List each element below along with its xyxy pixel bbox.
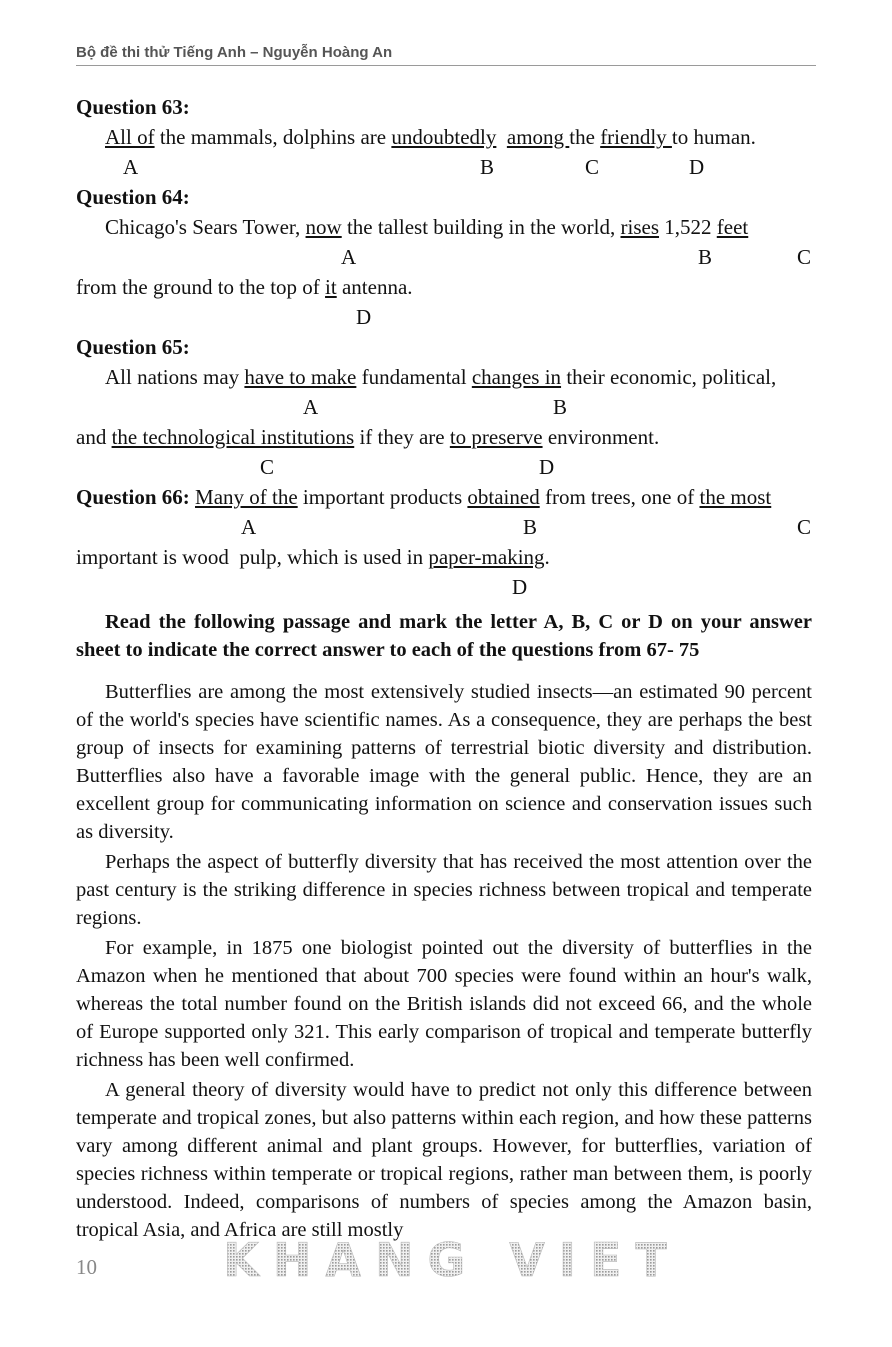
question-66-letters-2: [76, 572, 812, 602]
question-65-sentence: [76, 362, 812, 392]
q66-text: .: [544, 545, 550, 569]
q64-option-a-text: now: [305, 215, 342, 239]
q65-label-d: D: [539, 455, 555, 479]
q63-label-b: B: [480, 155, 495, 179]
q65-option-c-text: the technological institutions: [111, 425, 355, 449]
q64-label-c: C: [797, 245, 812, 269]
q66-label-b: B: [523, 515, 538, 539]
question-63-letters: [76, 152, 812, 182]
q66-option-b-text: obtained: [467, 485, 540, 509]
question-63-sentence: [76, 122, 812, 152]
reading-passage: [76, 678, 812, 1246]
q63-text: the mammals, dolphins are: [154, 125, 392, 149]
reading-instruction: Read the following passage and mark the letter A, B, C or D on your answer sheet to indicate the correct answer to each of the questions from 67- 75: [76, 611, 812, 661]
page-number: 10: [76, 1255, 97, 1279]
passage-paragraph-3: For example, in 1875 one biologist pointed out the diversity of butterflies in the Amazon when he mentioned that about 700 species were found within an hour's walk, whereas the total number found on the British islands did not exceed 66, and the whole of Europe supported only 321. This early comparison of tropical and temperate butterfly richness has been well confirmed.: [76, 937, 812, 1071]
watermark-text: KHANG VIET: [223, 1238, 681, 1282]
passage-paragraph-4: A general theory of diversity would have to predict not only this difference between temperate and tropical zones, but also patterns within each region, and how these patterns vary among different animal and plant groups. However, for butterflies, variation of species richness within temperate or tropical regions, rather man between them, is poorly understood. Indeed, comparisons of numbers of species among the Amazon basin, tropical Asia, and Africa are still mostly: [76, 1079, 812, 1241]
q66-text: from trees, one of: [539, 485, 700, 509]
q64-option-c-text: feet: [716, 215, 749, 239]
q64-text: from the ground to the top of: [76, 275, 326, 299]
questions-section: [76, 92, 812, 602]
question-65-letters-2: [76, 452, 812, 482]
watermark-logo: [122, 1238, 782, 1282]
q65-text: All nations may: [105, 365, 245, 389]
q63-label-d: D: [689, 155, 705, 179]
q64-label-b: B: [698, 245, 713, 269]
q64-text: Chicago's Sears Tower,: [105, 215, 306, 239]
q64-option-d-text: it: [325, 275, 337, 299]
q66-label-d: D: [512, 575, 528, 599]
q66-option-a-text: Many of the: [195, 485, 298, 509]
question-66-heading: Question 66:: [76, 485, 190, 509]
q65-option-d-text: to preserve: [449, 425, 543, 449]
q65-text: and: [76, 425, 112, 449]
question-64-sentence-continued: [76, 272, 812, 302]
q65-label-a: A: [303, 395, 319, 419]
q64-text: 1,522: [659, 215, 717, 239]
q66-option-d-text: paper-making: [428, 545, 545, 569]
q63-option-a-text: All of: [105, 125, 155, 149]
q65-label-c: C: [260, 455, 275, 479]
q65-option-a-text: have to make: [244, 365, 357, 389]
q63-option-d-text: friendly: [600, 125, 672, 149]
q63-text: the: [569, 125, 601, 149]
q66-text: important is wood pulp, which is used in: [76, 545, 429, 569]
q66-text: important products: [297, 485, 468, 509]
q65-option-b-text: changes in: [471, 365, 562, 389]
q63-text: [496, 125, 507, 149]
q65-text: their economic, political,: [561, 365, 777, 389]
q63-option-c-text: among: [506, 125, 570, 149]
question-65-heading: Question 65:: [76, 335, 190, 359]
q65-text: fundamental: [356, 365, 472, 389]
question-65-letters-1: [76, 392, 812, 422]
passage-paragraph-2: Perhaps the aspect of butterfly diversity that has received the most attention over the past century is the striking difference in species richness between tropical and temperate regions.: [76, 851, 812, 929]
q64-option-b-text: rises: [620, 215, 660, 239]
q65-text: if they are: [354, 425, 450, 449]
q65-text: environment.: [542, 425, 660, 449]
q63-text: to human.: [671, 125, 756, 149]
q64-label-a: A: [341, 245, 357, 269]
question-66-letters-1: [76, 512, 812, 542]
q63-label-c: C: [585, 155, 600, 179]
question-64-sentence: [76, 212, 812, 242]
question-64-letters-2: [76, 302, 812, 332]
q63-option-b-text: undoubtedly: [391, 125, 497, 149]
page-header: Bộ đề thi thử Tiếng Anh – Nguyễn Hoàng An: [76, 44, 816, 66]
q66-label-a: A: [241, 515, 257, 539]
q64-text: antenna.: [336, 275, 413, 299]
q63-label-a: A: [123, 155, 139, 179]
q66-label-c: C: [797, 515, 812, 539]
q64-label-d: D: [356, 305, 372, 329]
question-66-sentence: [76, 482, 812, 512]
q65-label-b: B: [553, 395, 568, 419]
passage-paragraph-1: Butterflies are among the most extensively studied insects—an estimated 90 percent of the world's species have scientific names. As a consequence, they are perhaps the best group of insects for examining patterns of terrestrial biotic diversity and distribution. Butterflies also have a favorable image with the general public. Hence, they are an excellent group for communicating information on science and conservation issues such as diversity.: [76, 681, 812, 843]
question-65-sentence-continued: [76, 422, 812, 452]
q66-option-c-text: the most: [699, 485, 772, 509]
question-63-heading: Question 63:: [76, 95, 190, 119]
q64-text: the tallest building in the world,: [341, 215, 621, 239]
question-64-letters-1: [76, 242, 812, 272]
question-66-sentence-continued: [76, 542, 812, 572]
question-64-heading: Question 64:: [76, 185, 190, 209]
